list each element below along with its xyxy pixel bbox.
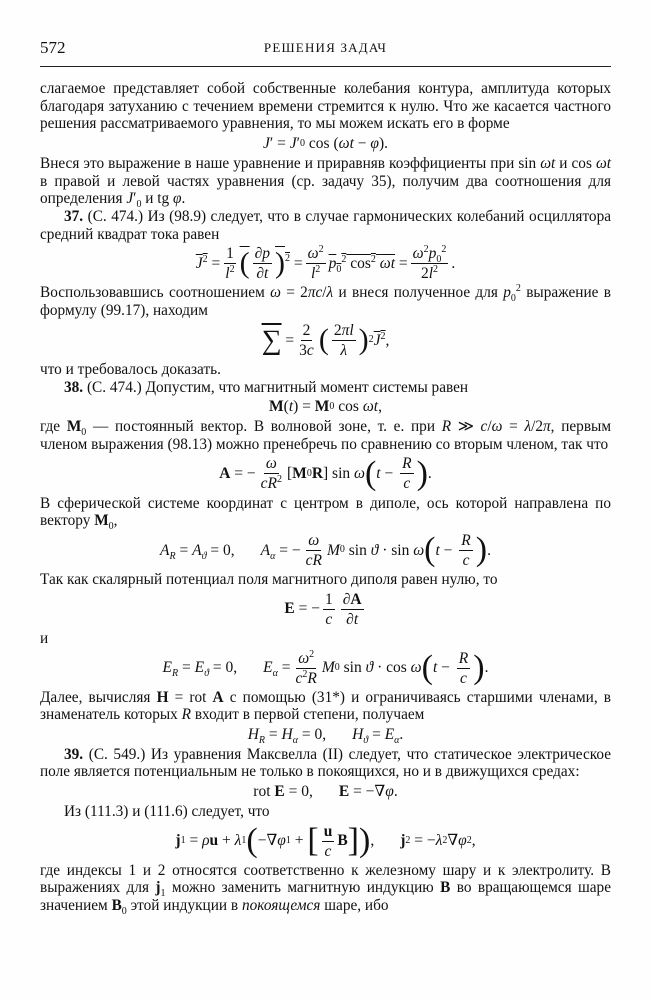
problem-number: 38. (64, 378, 84, 396)
paragraph: В сферической системе координат с центром в диполе, ось которой направлена по вектору $M_0$, (40, 494, 611, 533)
paragraph: где индексы 1 и 2 относятся соответственно к железному шару и к электролиту. В выражениях для $j_1$ можно заменить магнитную индукцию B во вращающемся шаре значением $B_0$ этой индукции в покоящемся шаре, ибо (40, 861, 611, 918)
problem-39: 39. (С. 549.) Из уравнения Максвелла (II) следует, что статическое электрическое поле является потенциальным не только в покоящихся, но и в движущихся средах: (40, 745, 612, 781)
equation-potential-field: rot E = 0, E = −∇ φ . (253, 783, 398, 801)
equation-e-components: $E_R$ = $E_ϑ$ = 0, $E_\alpha$ = $\frac{\omega^2}{c^2R}$ M 0 sin ϑ · cos ω ( t − $\frac{R}{c}$ ) . (162, 648, 489, 687)
paragraph: где $M_0$ — постоянный вектор. В волновой зоне, т. е. при R ≫ c/ω = λ/2π, первым членом выражения (98.13) можно пренебречь по сравнению со вторым членом, так что (40, 418, 612, 453)
equation-vector-potential: A = − $\frac{\omega}{cR^2}$ [ M 0 R ] sin ω ( t − $\frac{R}{c}$ ) . (219, 454, 432, 493)
equation-radiation-intensity: ∑ = $\frac{2}{3c}$ ( $\frac{2\pi l}{\lambda}$ ) 2 $J^2$ , (261, 321, 390, 359)
paragraph: Так как скалярный потенциал поля магнитного диполя равен нулю, то (40, 571, 498, 589)
equation-magnetic-moment: M ( t ) = M 0 cos ωt , (269, 398, 382, 416)
paragraph: Из (111.3) и (111.6) следует, что (64, 802, 270, 820)
page-number: 572 (40, 38, 66, 57)
problem-37: 37. (С. 474.) Из (98.9) следует, что в случае гармонических колебаний осциллятора средний квадрат тока равен (40, 207, 612, 243)
problem-38: 38. (С. 474.) Допустим, что магнитный момент системы равен (64, 378, 469, 396)
equation-electric-field: E = − $\frac{1}{c}$ $\frac{\partial A}{\partial t}$ (284, 590, 362, 628)
equation-currents: j 1 = ρ u + λ 1 ( −∇ φ 1 + [ $\frac{u}{c}$ B ] ) , j 2 = − λ 2 ∇ φ 2 , (175, 822, 476, 860)
paragraph: Далее, вычисляя H = rot A с помощью (31*) и ограничиваясь старшими членами, в знаменатель которых R входит в первой степени, получаем (40, 688, 612, 724)
running-title: РЕШЕНИЯ ЗАДАЧ (263, 40, 388, 55)
equation-j-prime: J ′ = J ′ 0 cos ( ωt − φ ). (262, 135, 389, 153)
equation-a-components: $A_R$ = $A_ϑ$ = 0, $A_\alpha$ = − $\frac{\omega}{cR}$ M 0 sin ϑ · sin ω ( t − $\frac{R}{c}$ ) . (160, 531, 491, 569)
paragraph: Внеся это выражение в наше уравнение и приравняв коэффициенты при sin ωt и cos ωt в правой и левой частях уравнения (ср. задачу 35), получим два соотношения для определения $J'_0$ и tg φ. (40, 154, 611, 211)
header-rule (40, 66, 611, 67)
problem-number: 37. (64, 207, 84, 225)
paragraph: и (40, 629, 49, 647)
equation-mean-square-current: $J^2$ = $\frac{1}{l^2}$ ( $\frac{\partial p}{\partial t}$ )$^2$ = $\frac{\omega^2}{l^2}$ $p_0^2$ $\cos^2 \omega t$ = $\frac{\omega^2p_0^2}{2l^2}$ . (195, 244, 456, 283)
paragraph: Воспользовавшись соотношением ω = 2πc/λ и внеся полученное для $p_0^2$ выражение в формулу (99.17), находим (40, 283, 611, 320)
paragraph: что и требовалось доказать. (40, 360, 221, 378)
equation-h-components: $H_R$ = $H_\alpha$ = 0, $H_ϑ$ = $E_\alpha$ . (247, 726, 404, 747)
page-body (40, 80, 612, 918)
paragraph: слагаемое представляет собой собственные колебания контура, амплитуда которых благодаря затуханию с течением времени стремится к нулю. Что же касается частного решения рассматриваемого уравнения, то мы можем искать его в форме (40, 80, 611, 133)
page-header (40, 38, 611, 58)
problem-number: 39. (64, 745, 84, 763)
